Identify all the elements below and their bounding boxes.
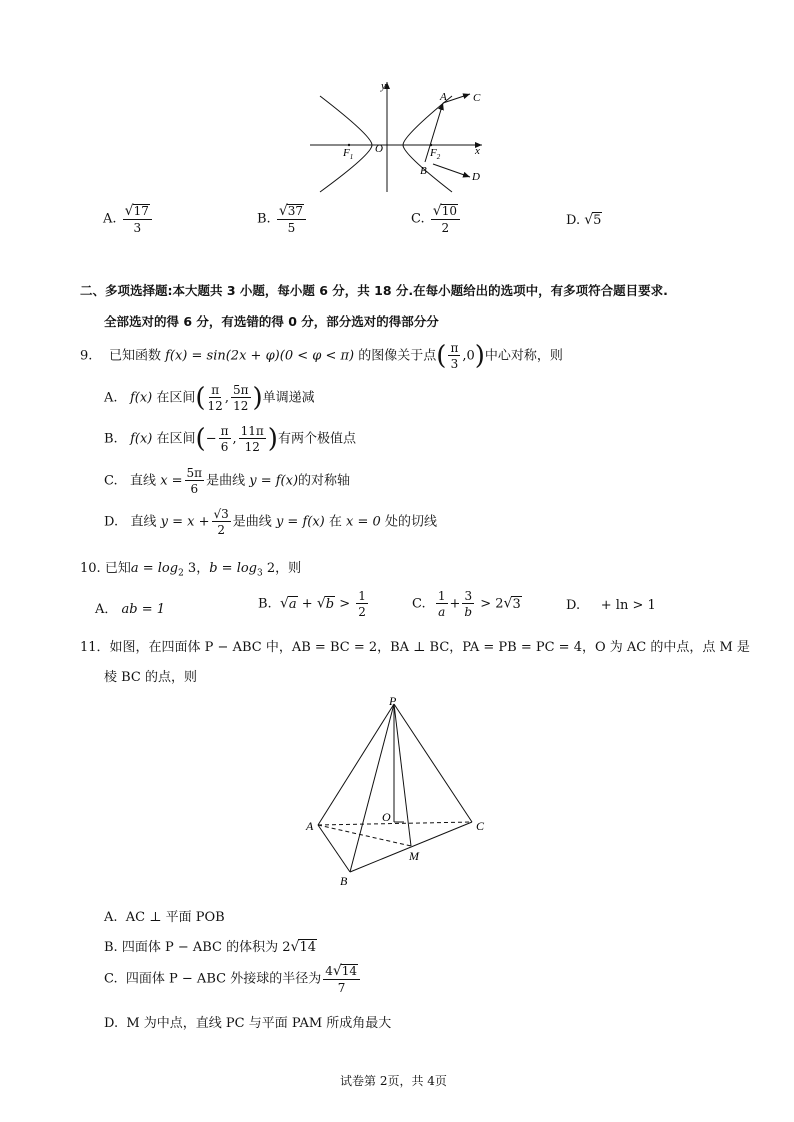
q8-option-a: A. $\frac{√17}{3}$: [103, 204, 154, 234]
q11-stem-line1: 11．如图，在四面体 P − ABC 中，AB = BC = 2，BA ⊥ BC，PA = PB = PC = 4，O 为 AC 的中点，点 M 是: [80, 640, 750, 655]
q11-option-d: D. M 为中点，直线 PC 与平面 PAM 所成角最大: [104, 1016, 392, 1031]
label-x: x: [475, 145, 480, 157]
q9-stem: 9. 已知函数 f(x) = sin(2x + φ)(0 < φ < π) 的图像关于点( $\frac{\pi}{3}$ ,0)中心对称，则: [80, 341, 563, 371]
q9-option-d: D. 直线 y = x + $\frac{√3}{2}$ 是曲线 y = f(x) 在 x = 0 处的切线: [104, 507, 437, 537]
q11-option-b: B. 四面体 P − ABC 的体积为 2√14: [104, 939, 316, 955]
label-m: M: [409, 849, 419, 863]
hyperbola-figure: [300, 74, 500, 196]
tetrahedron-figure: [300, 694, 500, 890]
q10-option-a: A． ab = 1: [95, 602, 166, 617]
label-c: C: [476, 819, 485, 833]
label-a: A: [440, 91, 447, 103]
q9-option-c: C. 直线 x = $\frac{5\pi}{6}$ 是曲线 y = f(x)的对称轴: [104, 466, 351, 496]
q10-option-d: D. + ln > 1: [566, 598, 656, 613]
label-c: C: [473, 92, 481, 104]
q10-option-c: C. $\frac{1}{a}$ + $\frac{3}{b}$ > 2√3: [412, 589, 521, 619]
section2-line1: 二、多项选择题:本大题共 3 小题，每小题 6 分，共 18 分.在每小题给出的选项中，有多项符合题目要求.: [80, 283, 668, 298]
vector-bd: [433, 164, 470, 177]
vector-ac: [443, 94, 470, 103]
q10-stem: 10. 已知$a = \log_2 3$，$b = \log_3 2$，则: [80, 561, 302, 579]
label-o: O: [375, 143, 383, 155]
label-b: B: [420, 165, 427, 177]
q11-stem-line2: 棱 BC 的点，则: [104, 670, 198, 685]
q10-option-b: B. √a + √b > $\frac{1}{2}$: [258, 589, 366, 619]
q8-option-c: C. $\frac{√10}{2}$: [411, 204, 462, 234]
label-f2: $F_2$: [430, 147, 441, 161]
page-footer: 试卷第 2页，共 4页: [340, 1074, 447, 1088]
q8-option-b: B. $\frac{√37}{5}$: [257, 204, 308, 234]
label-p: P: [389, 694, 397, 708]
q9-option-a: A. f(x) 在区间( $\frac{\pi}{12}$ , $\frac{5\pi}{12}$ )单调递减: [104, 383, 315, 413]
q11-option-c: C. 四面体 P − ABC 外接球的半径为 $\frac{4√14}{7}$: [104, 964, 362, 994]
hyperbola-left-branch: [320, 96, 372, 192]
section2-line2: 全部选对的得 6 分，有选错的得 0 分，部分选对的得部分分: [104, 314, 439, 329]
label-a: A: [306, 819, 314, 833]
label-b: B: [340, 874, 348, 888]
hyperbola-right-branch: [403, 96, 452, 192]
label-d: D: [472, 171, 480, 183]
label-o: O: [382, 810, 391, 824]
label-f1: $F_1$: [343, 147, 354, 161]
q9-option-b: B. f(x) 在区间(− $\frac{\pi}{6}$ , $\frac{11\pi}{12}$ )有两个极值点: [104, 424, 356, 454]
q11-option-a: A. AC ⊥ 平面 POB: [104, 910, 225, 925]
label-y: y: [381, 80, 386, 92]
q8-option-d: D. √5: [566, 212, 602, 228]
